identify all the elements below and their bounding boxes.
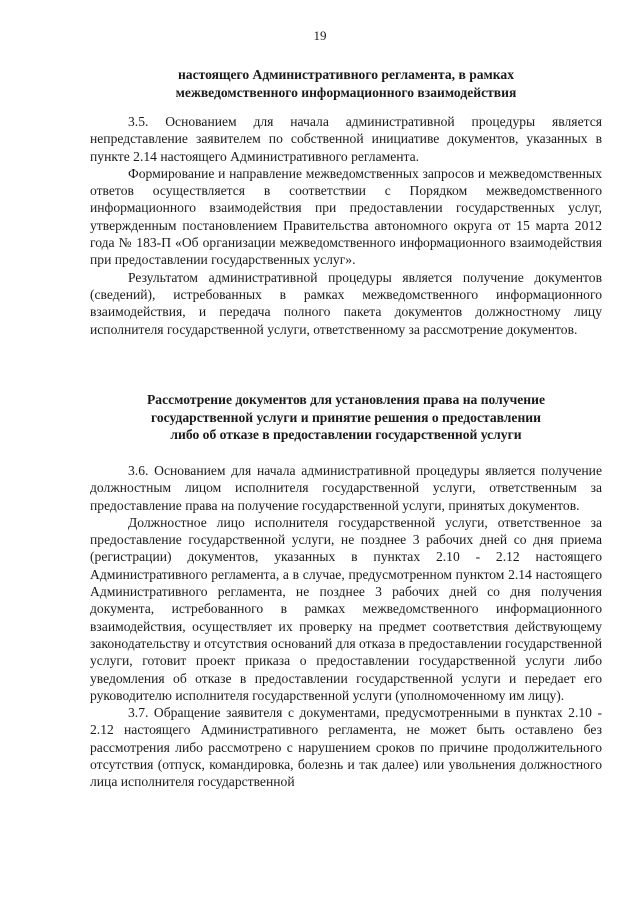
- section-body-review: [90, 462, 602, 791]
- heading-line: межведомственного информационного взаимодействия: [175, 84, 517, 100]
- paragraph-result: Результатом административной процедуры является получение документов (сведений), истребованных в рамках межведомственного информационного взаимодействия, и передача полного пакета документов должностному лицу исполнителя государственной услуги, ответственному за рассмотрение документов.: [90, 269, 602, 337]
- paragraph-3-6: 3.6. Основанием для начала административной процедуры является получение должностным лицом исполнителя государственной услуги, ответственным за предоставление права на получение государственной услуги, принятых документов.: [90, 463, 602, 513]
- section-heading-review: [90, 391, 602, 444]
- heading-line: Рассмотрение документов для установления права на получение: [146, 392, 545, 407]
- heading-line: либо об отказе в предоставлении государственной услуги: [170, 427, 522, 442]
- heading-line: государственной услуги и принятие решения о предоставлении: [151, 409, 541, 425]
- paragraph-official-review: Должностное лицо исполнителя государственной услуги, ответственное за предоставление государственной услуги, не позднее 3 рабочих дней со дня приема (регистрации) документов, указанных в пунктах 2.10 - 2.12 настоящего Административного регламента, а в случае, предусмотренном пунктом 2.14 настоящего Административного регламента, не позднее 3 рабочих дней со дня получения документа, истребованного в рамках межведомственного информационного взаимодействия, осуществляет их проверку на предмет соответствия действующему законодательству и отсутствия оснований для отказа в предоставлении государственной услуги, готовит проект приказа о предоставлении государственной услуги либо уведомления об отказе в предоставлении государственной услуги и передает его руководителю исполнителя государственной услуги (уполномоченному им лицу).: [90, 514, 602, 703]
- section-heading-interaction: [90, 66, 602, 101]
- paragraph-3-7: 3.7. Обращение заявителя с документами, предусмотренными в пунктах 2.10 - 2.12 настоящего Административного регламента, не может быть оставлено без рассмотрения либо рассмотрено с нарушением сроков по причине продолжительного отсутствия (отпуск, командировка, болезнь и так далее) или увольнения должностного лица исполнителя государственной: [90, 705, 602, 790]
- page-number: 19: [313, 28, 327, 43]
- heading-line: настоящего Административного регламента, в рамках: [177, 67, 515, 82]
- paragraph-3-5: 3.5. Основанием для начала административной процедуры является непредставление заявителем по собственной инициативе документов, указанных в пункте 2.14 настоящего Административного регламента.: [90, 114, 602, 164]
- section-body-interaction: [90, 113, 602, 338]
- paragraph-forming-requests: Формирование и направление межведомственных запросов и межведомственных ответов осуществляется в соответствии с Порядком межведомственного информационного взаимодействия при предоставлении государственных услуг, утвержденным постановлением Правительства автономного округа от 15 марта 2012 года № 183-П «Об организации межведомственного информационного взаимодействия при предоставлении государственных услуг».: [90, 165, 602, 268]
